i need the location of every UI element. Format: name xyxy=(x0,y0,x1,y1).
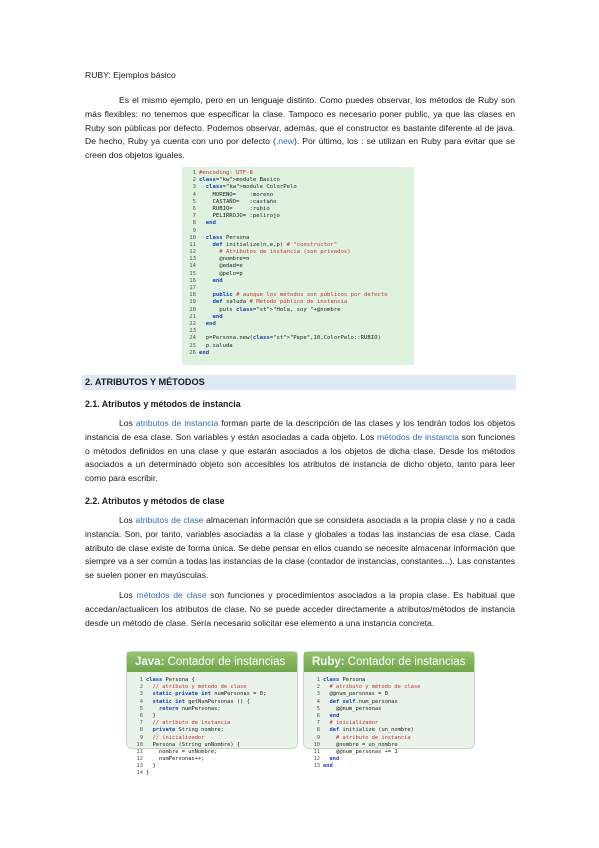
code-text: class Persona xyxy=(205,234,250,241)
line-number: 12 xyxy=(189,249,196,256)
code-text: # inicializador xyxy=(329,720,379,727)
line-number: 11 xyxy=(136,748,143,755)
line-number: 10 xyxy=(313,741,320,748)
line-number: 4 xyxy=(192,191,196,198)
code-text: @@num_personas += 1 xyxy=(323,748,398,755)
code-text: @nombre=n xyxy=(199,256,250,263)
java-code-line xyxy=(133,756,291,763)
ruby-code-line xyxy=(186,307,410,314)
ruby-code-line xyxy=(186,213,410,220)
line-number: 1 xyxy=(192,170,196,176)
line-number: 19 xyxy=(189,299,196,306)
line-number: 13 xyxy=(313,763,320,770)
code-text: @nombre = un_nombre xyxy=(323,741,398,748)
line-number: 6 xyxy=(139,712,143,719)
java-code-line xyxy=(133,713,291,720)
code-text: def self.num_personas xyxy=(329,698,398,705)
line-number: 2 xyxy=(316,684,320,691)
java-code-line xyxy=(133,770,291,777)
code-text: end xyxy=(329,712,340,719)
class-attributes-paragraph: Los atributos de clase almacenan información que se considera asociada a la propia clase y no a cada instancia. Son, por tanto, variables asociadas a la clase y globales a todas las instancias de esa clase. Cada atributo de clase existe de forma única. Se debe pensar en ellos cuando se necesite almacenar información que siempre va a ser común a todas las instancias de la clase (contador de instancias, constantes...). Las constantes se suelen poner en mayúsculas. xyxy=(85,515,516,581)
code-text: #encoding: UTF-8 xyxy=(199,170,253,176)
code-text: public # aunque los métodos son públicos por defecto xyxy=(212,292,388,299)
new-link[interactable]: .new xyxy=(275,136,294,147)
page-title: RUBY: Ejemplos básico xyxy=(85,70,176,80)
line-number: 17 xyxy=(189,285,196,291)
code-text: numPersonas++; xyxy=(146,756,205,763)
code-text: end xyxy=(205,220,216,227)
line-number: 9 xyxy=(139,734,143,741)
ruby-panel-code-line xyxy=(310,720,468,727)
ruby-code-line xyxy=(186,206,410,213)
line-number: 21 xyxy=(189,313,196,320)
line-number: 3 xyxy=(139,691,143,698)
ruby-code-line xyxy=(186,350,410,357)
code-text: puts class="st">"Hola, soy "+@nombre xyxy=(199,306,341,313)
java-code-line xyxy=(133,727,291,734)
line-number: 23 xyxy=(189,328,196,335)
code-text: static private int numPersonas = 0; xyxy=(152,691,267,698)
code-text: MORENO= :moreno xyxy=(199,191,274,198)
line-number: 2 xyxy=(139,684,143,691)
line-number: 9 xyxy=(316,734,320,741)
ruby-code-line xyxy=(186,256,410,263)
line-number: 6 xyxy=(316,712,320,719)
ruby-code-line xyxy=(186,170,410,177)
ruby-code-line xyxy=(186,235,410,242)
ruby-panel-code-line xyxy=(310,763,468,770)
ruby-code-listing xyxy=(182,167,414,365)
code-text: Persona (String unNombre) { xyxy=(146,741,241,748)
code-text: p.saluda xyxy=(199,342,233,349)
subsection-heading-class: 2.2. Atributos y métodos de clase xyxy=(85,496,225,506)
ruby-panel-header: Ruby: Contador de instancias xyxy=(304,652,474,672)
java-code-line xyxy=(133,699,291,706)
code-text: class Persona xyxy=(323,677,366,683)
line-number: 14 xyxy=(136,770,143,777)
code-text: @pelo=p xyxy=(199,270,243,277)
ruby-panel xyxy=(303,651,475,770)
java-code-line xyxy=(133,684,291,691)
line-number: 20 xyxy=(189,306,196,313)
code-text: # atributo de instancia xyxy=(335,734,411,741)
instance-paragraph: Los atributos de instancia forman parte de la descripción de las clases y los tendrán todos los objetos instancia de esa clase. Son variables y están asociadas a cada objeto. Los métodos de instancia son funciones o métodos definidos en una clase y que estarán asociados a los objetos de dicha clase. Desde los métodos asociados a un determinado objeto son accesibles los atributos de instancia de dicho objeto, tanto para leer como para escribir. xyxy=(85,418,516,484)
java-code-line xyxy=(133,706,291,713)
ruby-code-line xyxy=(186,220,410,227)
code-text: private String nombre; xyxy=(152,727,224,734)
class-methods-paragraph: Los métodos de clase son funciones y procedimientos asociados a la propia clase. Es habitual que accedan/actualicen los atributos de clase. No se puede acceder directamente a atributos/métodos de instancia desde un método de clase. Sería necesario solicitar ese elemento a una instancia concreta. xyxy=(85,590,515,628)
ruby-panel-code-line xyxy=(310,699,468,706)
code-text: p=Persona.new(class="st">"Pepe",10,ColorPelo::RUBIO) xyxy=(199,335,381,342)
code-text: return numPersonas; xyxy=(158,705,221,712)
line-number: 13 xyxy=(189,256,196,263)
line-number: 10 xyxy=(189,234,196,241)
ruby-code-line xyxy=(186,228,410,235)
ruby-panel-code-line xyxy=(310,706,468,713)
line-number: 2 xyxy=(192,177,196,184)
line-number: 4 xyxy=(316,698,320,705)
line-number: 13 xyxy=(136,763,143,770)
line-number: 14 xyxy=(189,263,196,270)
code-text: end xyxy=(205,320,216,327)
line-number: 11 xyxy=(313,748,320,755)
java-code-line xyxy=(133,763,291,770)
line-number: 25 xyxy=(189,342,196,349)
link-metodos-clase[interactable]: métodos de clase xyxy=(136,590,207,600)
line-number: 1 xyxy=(139,677,143,683)
line-number: 1 xyxy=(316,677,320,683)
ruby-code-line xyxy=(186,299,410,306)
line-number: 6 xyxy=(192,205,196,212)
line-number: 7 xyxy=(139,720,143,727)
ruby-code-line xyxy=(186,321,410,328)
link-atributos-instancia[interactable]: atributos de instancia xyxy=(135,418,219,428)
line-number: 8 xyxy=(192,220,196,227)
section-heading: 2. ATRIBUTOS Y MÉTODOS xyxy=(82,375,516,390)
line-number: 18 xyxy=(189,292,196,299)
line-number: 9 xyxy=(192,227,196,234)
code-text: @edad=e xyxy=(199,263,243,270)
ruby-panel-code-line xyxy=(310,735,468,742)
line-number: 10 xyxy=(136,741,143,748)
ruby-panel-code-line xyxy=(310,749,468,756)
ruby-code-line xyxy=(186,192,410,199)
ruby-code-line xyxy=(186,177,410,184)
code-text: // inicializador xyxy=(152,734,205,741)
line-number: 15 xyxy=(189,270,196,277)
code-text: PELIRROJO= :pelirojo xyxy=(199,213,280,220)
java-panel-header: Java: Contador de instancias xyxy=(127,652,297,672)
line-number: 24 xyxy=(189,335,196,342)
line-number: 11 xyxy=(189,241,196,248)
code-text: # atributo y método de clase xyxy=(329,684,421,691)
code-text: end xyxy=(199,349,210,356)
ruby-panel-code-line xyxy=(310,756,468,763)
ruby-code-line xyxy=(186,249,410,256)
ruby-panel-code-line xyxy=(310,727,468,734)
code-text: class="kw">module Basico xyxy=(199,177,280,184)
line-number: 26 xyxy=(189,349,196,356)
subsection-heading-instance: 2.1. Atributos y métodos de instancia xyxy=(85,399,241,409)
code-text: def initialize(n,e,p) # "constructor" xyxy=(212,241,338,248)
java-code-listing xyxy=(127,672,297,783)
ruby-code-line xyxy=(186,263,410,270)
line-number: 22 xyxy=(189,320,196,327)
ruby-panel-code-line xyxy=(310,742,468,749)
code-text: @@num_personas = 0 xyxy=(323,691,388,698)
java-panel xyxy=(126,651,298,777)
link-metodos-instancia[interactable]: métodos de instancia xyxy=(377,431,459,442)
line-number: 16 xyxy=(189,277,196,284)
line-number: 8 xyxy=(139,727,143,734)
intro-paragraph: Es el mismo ejemplo, pero en un lenguaje distinto. Como puedes observar, los métodos de Ruby son más flexibles: no tenemos que especificar la clase. Tampoco es necesario poner public, ya que las clases en Ruby son públicas por defecto. Podemos observar, además, que el constructor es bastante diferente al de java. De hecho, Ruby ya cuenta con uno por defecto (.new). Por último, los : se utilizan en Ruby para evitar que se creen dos objetos iguales. xyxy=(85,95,515,161)
ruby-code-line xyxy=(186,343,410,350)
ruby-code-line xyxy=(186,328,410,335)
line-number: 7 xyxy=(316,720,320,727)
code-text: } xyxy=(146,770,150,777)
line-number: 5 xyxy=(139,705,143,712)
link-atributos-clase[interactable]: atributos de clase xyxy=(135,515,204,525)
code-text: end xyxy=(212,313,223,320)
java-code-line xyxy=(133,742,291,749)
code-text: class="kw">module ColorPelo xyxy=(205,184,297,191)
ruby-panel-code-line xyxy=(310,713,468,720)
ruby-code-line xyxy=(186,314,410,321)
code-text: end xyxy=(329,756,340,763)
code-text: class Persona { xyxy=(146,677,195,683)
code-text: end xyxy=(323,763,333,770)
code-text: @@num_personas xyxy=(323,705,382,712)
java-code-line xyxy=(133,720,291,727)
code-text: } xyxy=(146,712,156,719)
code-text: # Atributos de instancia (son privados) xyxy=(219,249,351,256)
ruby-panel-code-line xyxy=(310,691,468,698)
code-text: nombre = unNombre; xyxy=(146,748,218,755)
line-number: 8 xyxy=(316,727,320,734)
line-number: 12 xyxy=(136,756,143,763)
code-text: RUBIO= :rubio xyxy=(199,205,270,212)
code-text: end xyxy=(212,277,223,284)
code-text: def saluda # Método público de instancia xyxy=(212,299,348,306)
line-number: 5 xyxy=(316,705,320,712)
ruby-panel-code-line xyxy=(310,684,468,691)
line-number: 4 xyxy=(139,698,143,705)
java-code-line xyxy=(133,735,291,742)
code-text: static int getNumPersonas () { xyxy=(152,698,250,705)
java-code-line xyxy=(133,691,291,698)
ruby-panel-code-listing xyxy=(304,672,474,775)
code-text: // atributo y método de clase xyxy=(152,684,247,691)
code-text: def initialize (un_nombre) xyxy=(329,727,414,734)
ruby-code-line xyxy=(186,271,410,278)
ruby-code-line xyxy=(186,242,410,249)
ruby-code-line xyxy=(186,335,410,342)
line-number: 3 xyxy=(316,691,320,698)
code-text: } xyxy=(146,763,156,770)
java-code-line xyxy=(133,749,291,756)
code-text: // atributo de instancia xyxy=(152,720,231,727)
line-number: 5 xyxy=(192,198,196,205)
line-number: 3 xyxy=(192,184,196,191)
ruby-code-line xyxy=(186,278,410,285)
line-number: 7 xyxy=(192,213,196,220)
ruby-code-line xyxy=(186,184,410,191)
code-text: CASTAÑO= :castaño xyxy=(199,198,277,205)
line-number: 12 xyxy=(313,756,320,763)
ruby-code-line xyxy=(186,199,410,206)
